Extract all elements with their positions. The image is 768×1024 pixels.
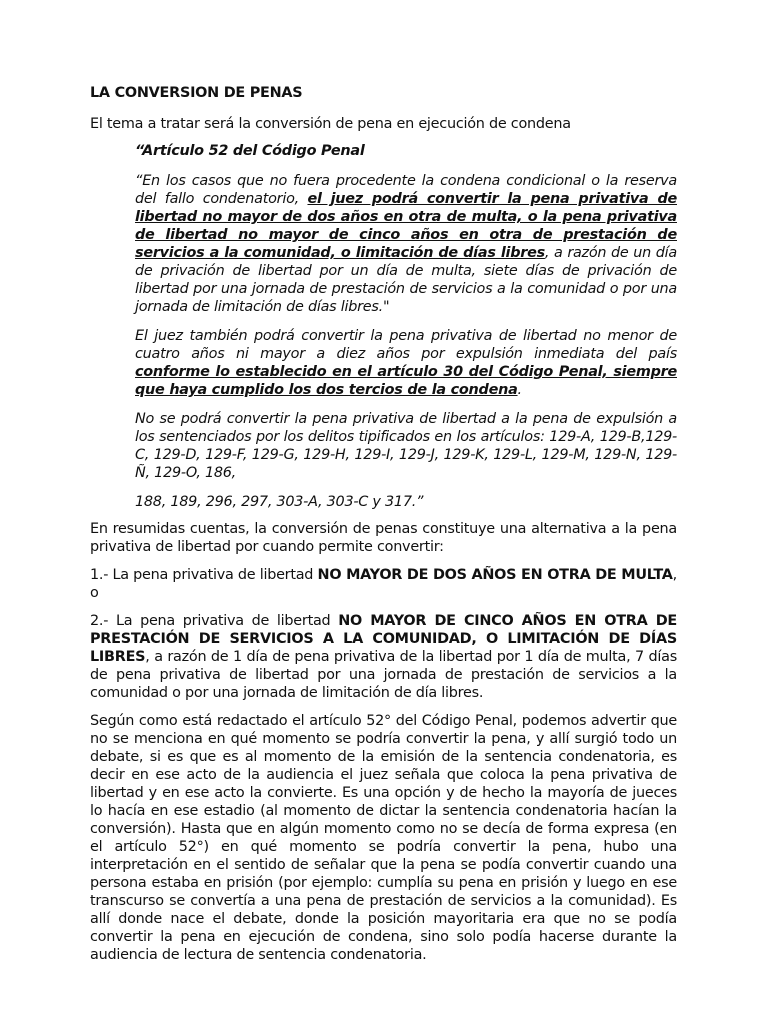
list-item-1-bold: NO MAYOR DE DOS AÑOS EN OTRA DE MULTA [317,567,673,583]
intro-paragraph: El tema a tratar será la conversión de pena en ejecución de condena [90,116,571,132]
article-52-quote [135,142,677,511]
list-item-2: 2.- La pena privativa de libertad NO MAYOR DE CINCO AÑOS EN OTRA DE PRESTACIÓN DE SERVICIOS A LA COMUNIDAD, O LIMITACIÓN DE DÍAS LIBRES, a razón de 1 día de pena privativa de la libertad por 1 día de multa, 7 días de pena privativa de libertad por una jornada de prestación de servicios a la comunidad o por una jornada de limitación de día libres. [90,613,677,701]
list-item-1: 1.- La pena privativa de libertad NO MAYOR DE DOS AÑOS EN OTRA DE MULTA, o [90,567,677,601]
summary-paragraph: En resumidas cuentas, la conversión de penas constituye una alternativa a la pena privativa de libertad por cuando permite convertir: [90,521,677,555]
quote-paragraph-3: No se podrá convertir la pena privativa de libertad a la pena de expulsión a los sentenciados por los delitos tipificados en los artículos: 129-A, 129-B,129-C, 129-D, 129-F, 129-G, 129-H, 129-I, 129-J, 129-K, 129-L, 129-M, 129-N, 129-Ñ, 129-O, 186, [135,411,677,481]
quote-paragraph-2: El juez también podrá convertir la pena privativa de libertad no menor de cuatro años ni mayor a diez años por expulsión inmediata del país conforme lo establecido en el artículo 30 del Código Penal, siempre que haya cumplido los dos tercios de la condena. [135,328,677,398]
quote-paragraph-4: 188, 189, 296, 297, 303-A, 303-C y 317.” [135,494,424,510]
quote-paragraph-1: “En los casos que no fuera procedente la condena condicional o la reserva del fallo condenatorio, el juez podrá convertir la pena privativa de libertad no mayor de dos años en otra de multa, o la pena privativa de libertad no mayor de cinco años en otra de prestación de servicios a la comunidad, o limitación de días libres, a razón de un día de privación de libertad por un día de multa, siete días de privación de libertad por una jornada de prestación de servicios a la comunidad o por una jornada de limitación de días libres." [135,173,677,315]
quote-heading: “Artículo 52 del Código Penal [135,143,365,159]
analysis-paragraph: Según como está redactado el artículo 52° del Código Penal, podemos advertir que no se menciona en qué momento se podría convertir la pena, y allí surgió todo un debate, si es que es al momento de la emisión de la sentencia condenatoria, es decir en ese acto de la audiencia el juez señala que coloca la pena privativa de libertad y en ese acto la convierte. Es una opción y de hecho la mayoría de jueces lo hacía en ese estadio (al momento de dictar la sentencia condenatoria hacían la conversión). Hasta que en algún momento como no se decía de forma expresa (en el artículo 52°) en qué momento se podría convertir la pena, hubo una interpretación en el sentido de señalar que la pena se podía convertir cuando una persona estaba en prisión (por ejemplo: cumplía su pena en prisión y luego en ese transcurso se convertía a una pena de prestación de servicios a la comunidad). Es allí donde nace el debate, donde la posición mayoritaria era que no se podía convertir la pena en ejecución de condena, sino solo podía hacerse durante la audiencia de lectura de sentencia condenatoria. [90,713,677,963]
quote-emphasis-2: conforme lo establecido en el artículo 30 del Código Penal, siempre que haya cumplido los dos tercios de la condena [135,364,677,398]
list-item-2-bold: NO MAYOR DE CINCO AÑOS EN OTRA DE PRESTACIÓN DE SERVICIOS A LA COMUNIDAD, O LIMITACIÓN DE DÍAS LIBRES [90,613,677,665]
quote-emphasis-1: el juez podrá convertir la pena privativa de libertad no mayor de dos años en otra de multa, o la pena privativa de libertad no mayor de cinco años en otra de prestación de servicios a la comunidad, o limitación de días libres [135,191,677,261]
document-page [90,84,677,974]
document-title: LA CONVERSION DE PENAS [90,85,303,101]
